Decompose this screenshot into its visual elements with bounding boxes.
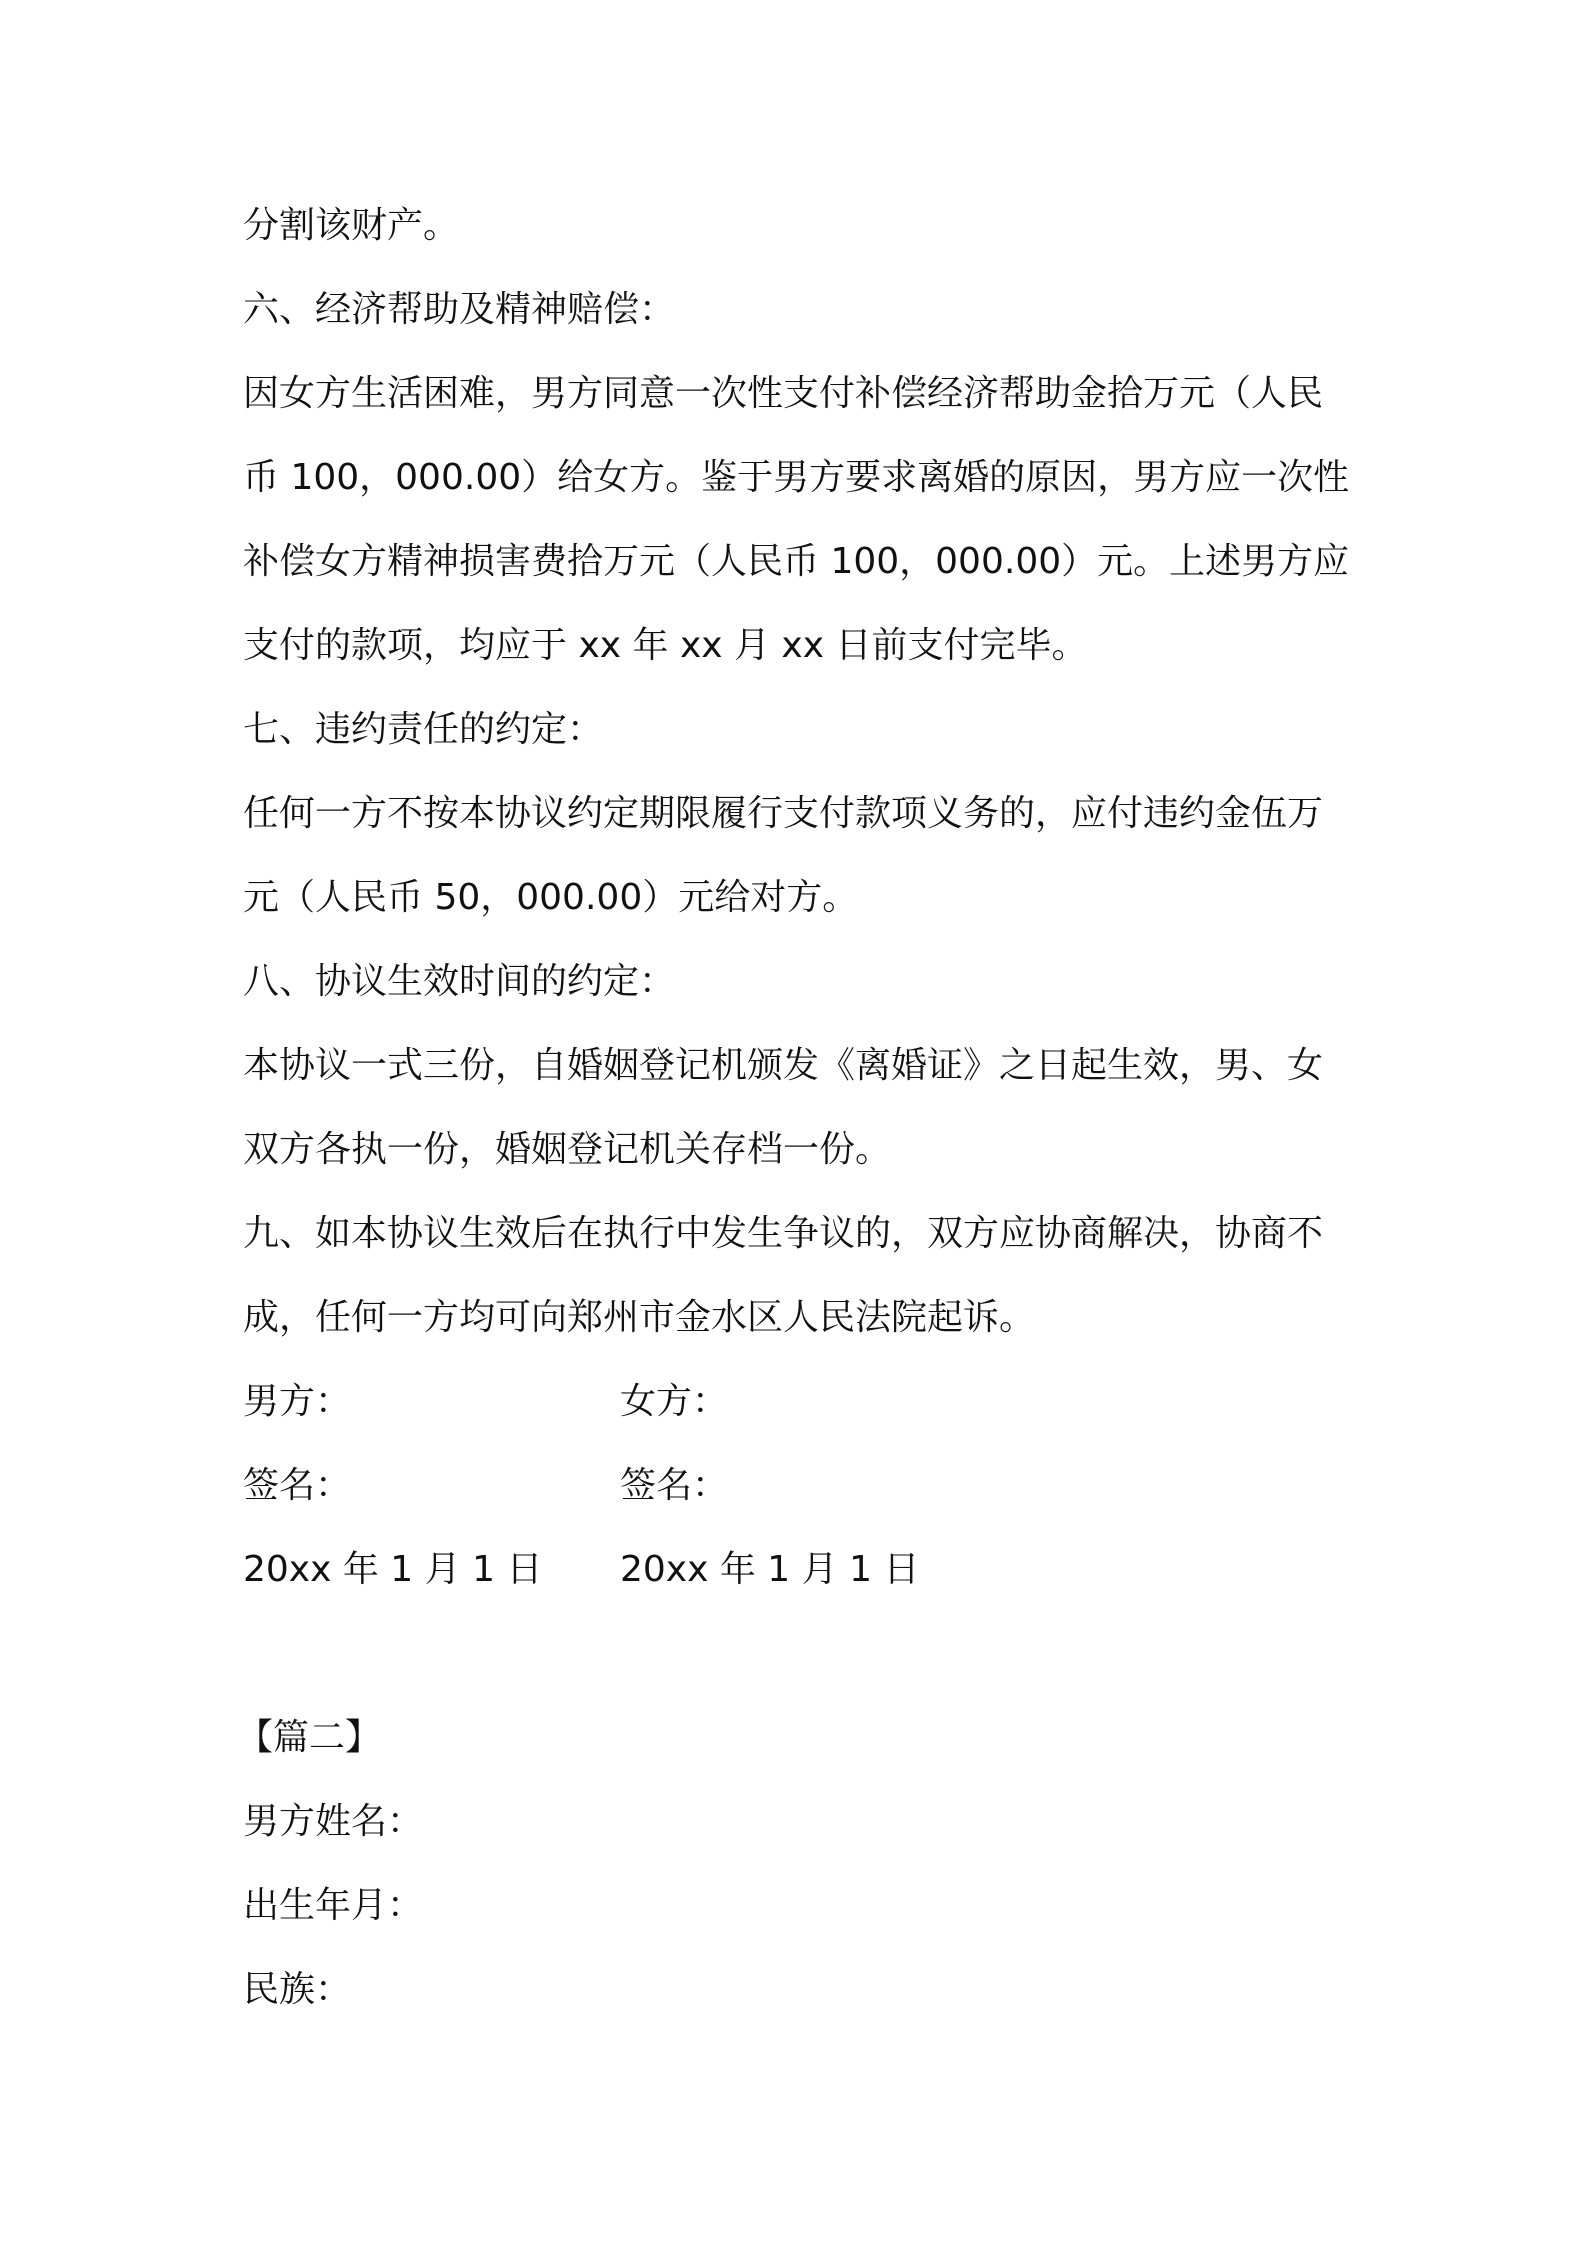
male-party-label: 男方： (243, 1381, 352, 1422)
text-line: 双方各执一份，婚姻登记机关存档一份。 (243, 1129, 892, 1170)
section-heading: 六、经济帮助及精神赔偿： (243, 289, 676, 330)
text-line: 成，任何一方均可向郑州市金水区人民法院起诉。 (243, 1297, 1036, 1338)
text-line: 任何一方不按本协议约定期限履行支付款项义务的，应付违约金伍万 (243, 793, 1324, 834)
female-signature-label: 签名： (620, 1465, 729, 1506)
male-date: 20xx 年 1 月 1 日 (243, 1549, 543, 1590)
text-line: 分割该财产。 (243, 205, 460, 246)
text-line: 币 100，000.00）给女方。鉴于男方要求离婚的原因，男方应一次性 (243, 457, 1350, 498)
male-signature-label: 签名： (243, 1465, 352, 1506)
section-two-heading: 【篇二】 (237, 1717, 382, 1758)
section-heading: 八、协议生效时间的约定： (243, 961, 676, 1002)
field-male-name: 男方姓名： (243, 1801, 424, 1842)
text-line: 支付的款项，均应于 xx 年 xx 月 xx 日前支付完毕。 (243, 625, 1088, 666)
female-date: 20xx 年 1 月 1 日 (620, 1549, 920, 1590)
field-birth-date: 出生年月： (243, 1885, 424, 1926)
field-ethnicity: 民族： (243, 1969, 352, 2010)
text-line: 补偿女方精神损害费拾万元（人民币 100，000.00）元。上述男方应 (243, 541, 1350, 582)
section-heading: 七、违约责任的约定： (243, 709, 604, 750)
text-line: 因女方生活困难，男方同意一次性支付补偿经济帮助金拾万元（人民 (243, 373, 1324, 414)
text-line: 元（人民币 50，000.00）元给对方。 (243, 877, 859, 918)
text-line: 本协议一式三份，自婚姻登记机颁发《离婚证》之日起生效，男、女 (243, 1045, 1324, 1086)
text-line: 九、如本协议生效后在执行中发生争议的，双方应协商解决，协商不 (243, 1213, 1324, 1254)
female-party-label: 女方： (620, 1381, 729, 1422)
